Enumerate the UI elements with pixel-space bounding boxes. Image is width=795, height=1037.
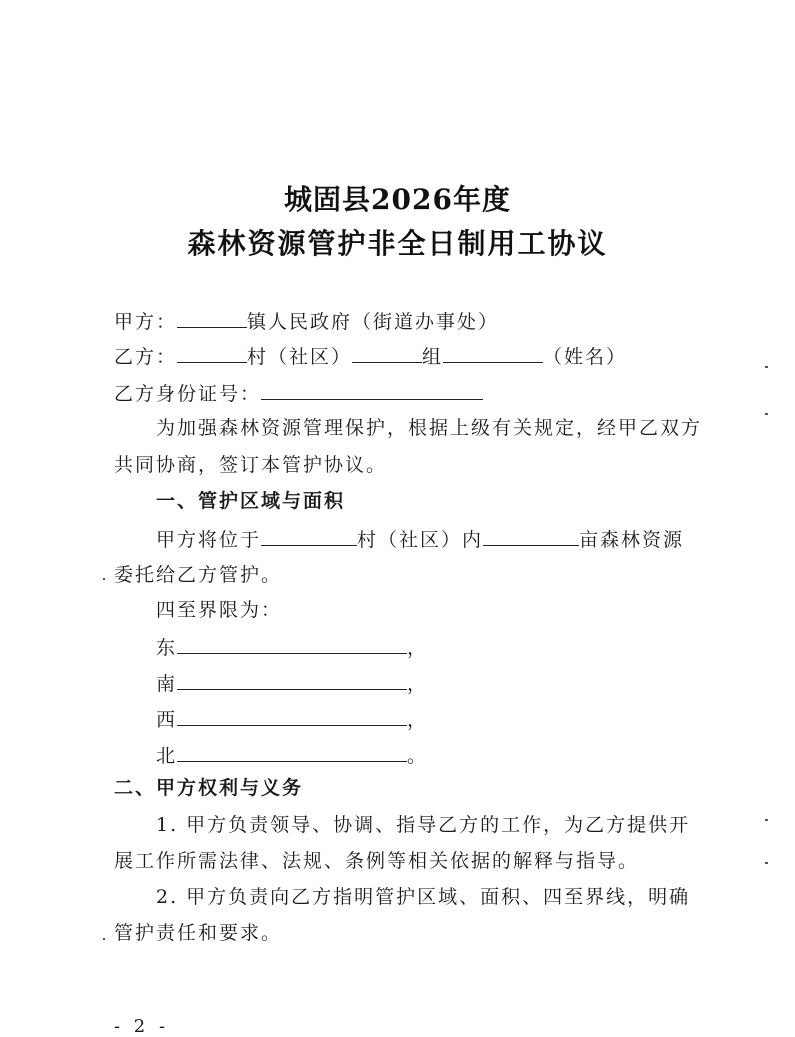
boundary-west (156, 709, 428, 730)
section2-item1-line1: 1. 甲方负责领导、协调、指导乙方的工作，为乙方提供开 (156, 814, 691, 836)
boundary-south-comma: ， (407, 673, 429, 695)
boundary-east-comma: ， (407, 637, 429, 659)
party-b-id-blank (261, 383, 483, 400)
party-b-id-line (114, 383, 483, 404)
section1-p1-line2: 委托给乙方管护。 (114, 564, 283, 586)
party-b-id-label: 乙方身份证号： (114, 383, 262, 405)
party-b-line (114, 346, 627, 367)
scan-speck (765, 862, 768, 864)
party-a-suffix: 镇人民政府（街道办事处） (247, 311, 500, 333)
boundary-east-blank (177, 637, 407, 654)
section1-area-blank (483, 529, 579, 546)
boundary-north-label: 北 (156, 745, 178, 767)
boundary-north (156, 745, 428, 766)
boundary-south-blank (177, 673, 407, 690)
party-a-line (114, 311, 499, 332)
boundary-south (156, 673, 428, 694)
boundary-south-label: 南 (156, 673, 178, 695)
scan-speck (765, 413, 768, 415)
party-b-village: 村（社区） (247, 346, 353, 368)
boundary-west-blank (177, 709, 407, 726)
party-a-town-blank (177, 311, 247, 328)
boundary-west-comma: ， (407, 709, 429, 731)
party-b-name-blank (443, 346, 543, 363)
party-b-group-blank (352, 346, 422, 363)
section1-p1-b: 村（社区）内 (357, 529, 484, 551)
section2-heading: 二、甲方权利与义务 (114, 777, 304, 799)
boundary-north-blank (177, 745, 407, 762)
party-b-group: 组 (422, 346, 444, 368)
section1-village-blank (261, 529, 357, 546)
section2-item2-line2: 管护责任和要求。 (114, 922, 283, 944)
party-b-name: （姓名） (543, 346, 628, 368)
scan-speck (103, 938, 105, 940)
boundary-north-period: 。 (407, 745, 429, 767)
party-b-village-blank (177, 346, 247, 363)
section1-p1-c: 亩森林资源 (579, 529, 685, 551)
section2-item2-line1: 2. 甲方负责向乙方指明管护区域、面积、四至界线，明确 (156, 886, 691, 908)
intro-line1: 为加强森林资源管理保护，根据上级有关规定，经甲乙双方 (156, 417, 703, 439)
section1-p1-a: 甲方将位于 (156, 529, 262, 551)
page-number: - 2 - (114, 1016, 170, 1037)
party-b-label: 乙方： (114, 346, 178, 368)
scan-speck (765, 366, 768, 368)
doc-title-line1: 城固县2026年度 (284, 183, 511, 216)
scan-speck (765, 819, 768, 821)
section2-item1-line2: 展工作所需法律、法规、条例等相关依据的解释与指导。 (114, 850, 640, 872)
intro-line2: 共同协商，签订本管护协议。 (114, 454, 388, 476)
boundary-label: 四至界限为： (156, 599, 283, 621)
section1-p1-line1 (156, 529, 684, 550)
boundary-east-label: 东 (156, 637, 178, 659)
scan-speck (103, 578, 105, 580)
boundary-west-label: 西 (156, 709, 178, 731)
section1-heading: 一、管护区域与面积 (156, 490, 346, 512)
boundary-east (156, 637, 428, 658)
doc-title-line2: 森林资源管护非全日制用工协议 (187, 227, 608, 260)
party-a-label: 甲方： (114, 311, 178, 333)
